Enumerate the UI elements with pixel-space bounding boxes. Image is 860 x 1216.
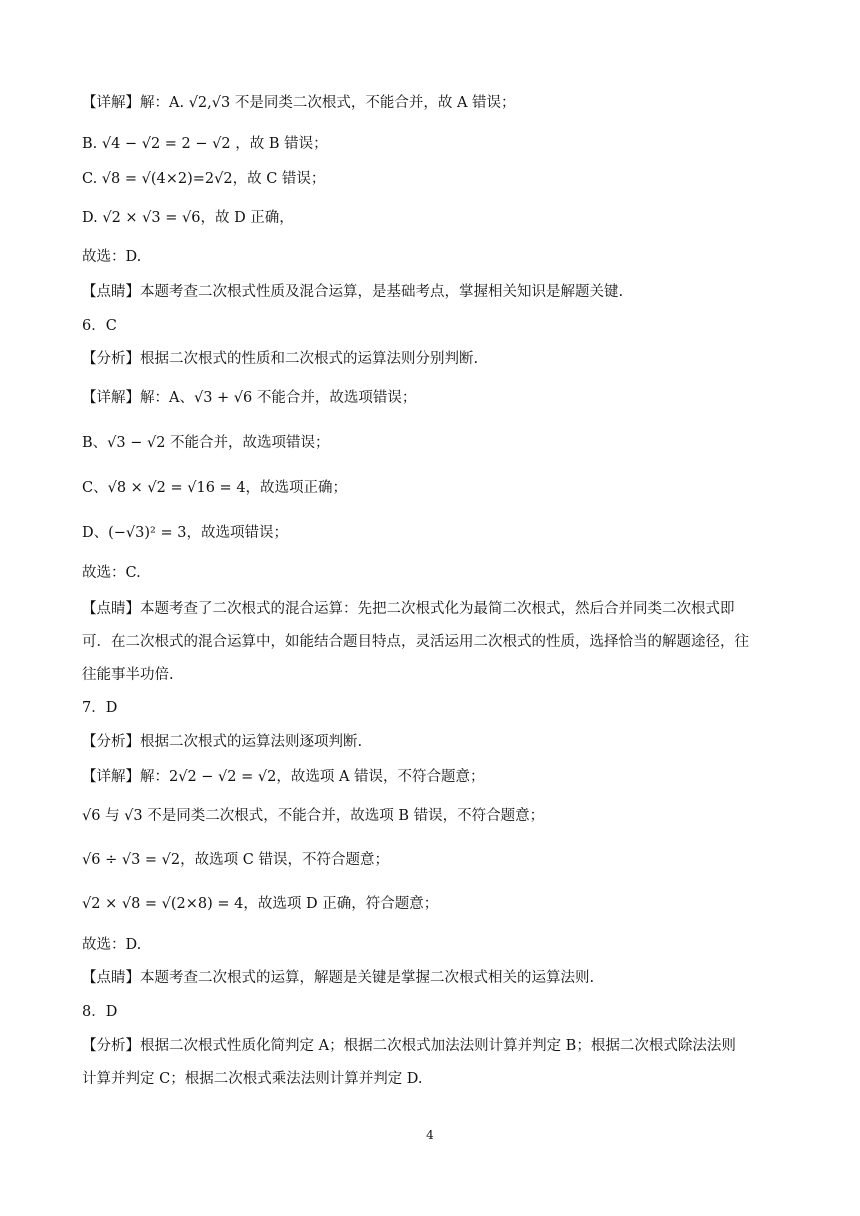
- text-line: D. √2 × √3 = √6，故 D 正确，: [82, 210, 294, 226]
- text-line: 计算并判定 C；根据二次根式乘法法则计算并判定 D.: [82, 1071, 423, 1087]
- text-line: B. √4 − √2 = 2 − √2 ，故 B 错误；: [82, 136, 328, 152]
- text-line: 【详解】解：A. √2,√3 不是同类二次根式，不能合并，故 A 错误；: [82, 95, 516, 111]
- question-number: 6．C: [82, 318, 117, 334]
- text-line: C、√8 × √2 = √16 = 4，故选项正确；: [82, 480, 348, 496]
- text-line: 故选：D.: [82, 937, 142, 953]
- text-line: 【点睛】本题考查了二次根式的混合运算：先把二次根式化为最简二次根式，然后合并同类二次根式即: [82, 601, 735, 617]
- question-number: 8．D: [82, 1004, 118, 1020]
- text-line: √6 与 √3 不是同类二次根式，不能合并，故选项 B 错误，不符合题意；: [82, 808, 545, 824]
- text-line: √2 × √8 = √(2×8) = 4，故选项 D 正确，符合题意；: [82, 896, 439, 912]
- text-line: B、√3 − √2 不能合并，故选项错误；: [82, 435, 330, 451]
- text-line: 【分析】根据二次根式性质化简判定 A；根据二次根式加法法则计算并判定 B；根据二次根式除法法则: [82, 1038, 736, 1054]
- text-line: 往能事半功倍.: [82, 667, 174, 683]
- text-line: C. √8 = √(4×2)=2√2，故 C 错误；: [82, 171, 326, 187]
- text-line: D、(−√3)² = 3，故选项错误；: [82, 525, 288, 541]
- text-line: 【详解】解：A、√3 + √6 不能合并，故选项错误；: [82, 390, 417, 406]
- text-line: 【分析】根据二次根式的性质和二次根式的运算法则分别判断.: [82, 351, 479, 367]
- text-line: 故选：C.: [82, 565, 141, 581]
- question-number: 7．D: [82, 700, 118, 716]
- text-line: 【点睛】本题考查二次根式性质及混合运算，是基础考点，掌握相关知识是解题关键.: [82, 284, 624, 300]
- text-line: 【分析】根据二次根式的运算法则逐项判断.: [82, 734, 363, 750]
- text-line: 【点睛】本题考查二次根式的运算，解题是关键是掌握二次根式相关的运算法则.: [82, 970, 595, 986]
- text-line: 可．在二次根式的混合运算中，如能结合题目特点，灵活运用二次根式的性质，选择恰当的解题途径，往: [82, 634, 749, 650]
- page-number: 4: [426, 1128, 434, 1142]
- text-line: 【详解】解：2√2 − √2 = √2，故选项 A 错误，不符合题意；: [82, 769, 485, 785]
- text-line: √6 ÷ √3 = √2，故选项 C 错误，不符合题意；: [82, 852, 389, 868]
- text-line: 故选：D.: [82, 249, 142, 265]
